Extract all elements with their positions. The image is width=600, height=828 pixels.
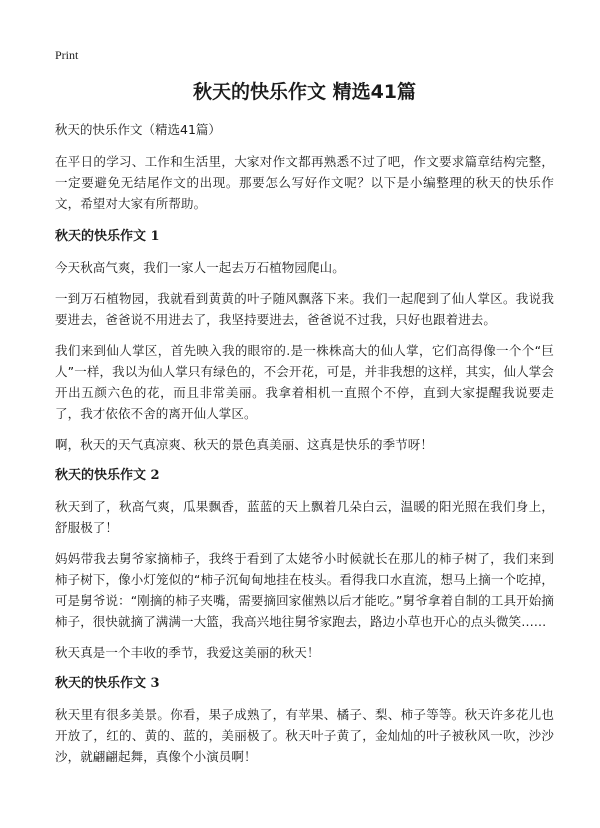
section-heading-1: 秋天的快乐作文 1 [55,229,160,244]
section-2-paragraph-3: 秋天真是一个丰收的季节，我爱这美丽的秋天！ [55,645,320,660]
section-heading-3: 秋天的快乐作文 3 [55,676,160,691]
section-1-paragraph-2: 一到万石植物园，我就看到黄黄的叶子随风飘落下来。我们一起爬到了仙人掌区。我说我要进去，爸爸说不用进去了，我坚持要进去，爸爸说不过我，只好也跟着进去。 [55,291,554,327]
section-1-paragraph-4: 啊，秋天的天气真凉爽、秋天的景色真美丽、这真是快乐的季节呀！ [55,437,434,452]
section-2-paragraph-1: 秋天到了，秋高气爽，瓜果飘香，蓝蓝的天上飘着几朵白云，温暖的阳光照在我们身上，舒服极了！ [55,499,554,535]
intro-paragraph: 在平日的学习、工作和生活里，大家对作文都再熟悉不过了吧，作文要求篇章结构完整，一定要避免无结尾作文的出现。那要怎么写好作文呢？以下是小编整理的秋天的快乐作文，希望对大家有所帮助。 [55,154,554,211]
section-2-paragraph-2: 妈妈带我去舅爷家摘柿子，我终于看到了太姥爷小时候就长在那儿的柿子树了，我们来到柿子树下，像小灯笼似的“柿子沉甸甸地挂在枝头。看得我口水直流，想马上摘一个吃掉，可是舅爷说：“刚摘的柿子夹嘴，需要摘回家催熟以后才能吃。”舅爷拿着自制的工具开始摘柿子，很快就摘了满满一大篮，我高兴地往舅爷家跑去，路边小草也开心的点头微笑…… [55,551,554,629]
section-heading-2: 秋天的快乐作文 2 [55,468,160,483]
page-title: 秋天的快乐作文 精选41篇 [192,81,417,103]
print-link[interactable]: Print [55,48,79,62]
article-subtitle: 秋天的快乐作文（精选41篇） [55,122,221,137]
section-3-paragraph-1: 秋天里有很多美景。你看，果子成熟了，有苹果、橘子、梨、柿子等等。秋天许多花儿也开放了，红的、黄的、蓝的，美丽极了。秋天叶子黄了，金灿灿的叶子被秋风一吹，沙沙沙，就翩翩起舞，真像个小演员啊！ [55,707,554,764]
section-1-paragraph-3: 我们来到仙人掌区，首先映入我的眼帘的.是一株株高大的仙人掌，它们高得像一个个“巨人”一样，我以为仙人掌只有绿色的，不会开花，可是，并非我想的这样，其实，仙人掌会开出五颜六色的花，而且非常美丽。我拿着相机一直照个不停，直到大家提醒我说要走了，我才依依不舍的离开仙人掌区。 [55,343,554,421]
section-1-paragraph-1: 今天秋高气爽，我们一家人一起去万石植物园爬山。 [55,260,345,275]
